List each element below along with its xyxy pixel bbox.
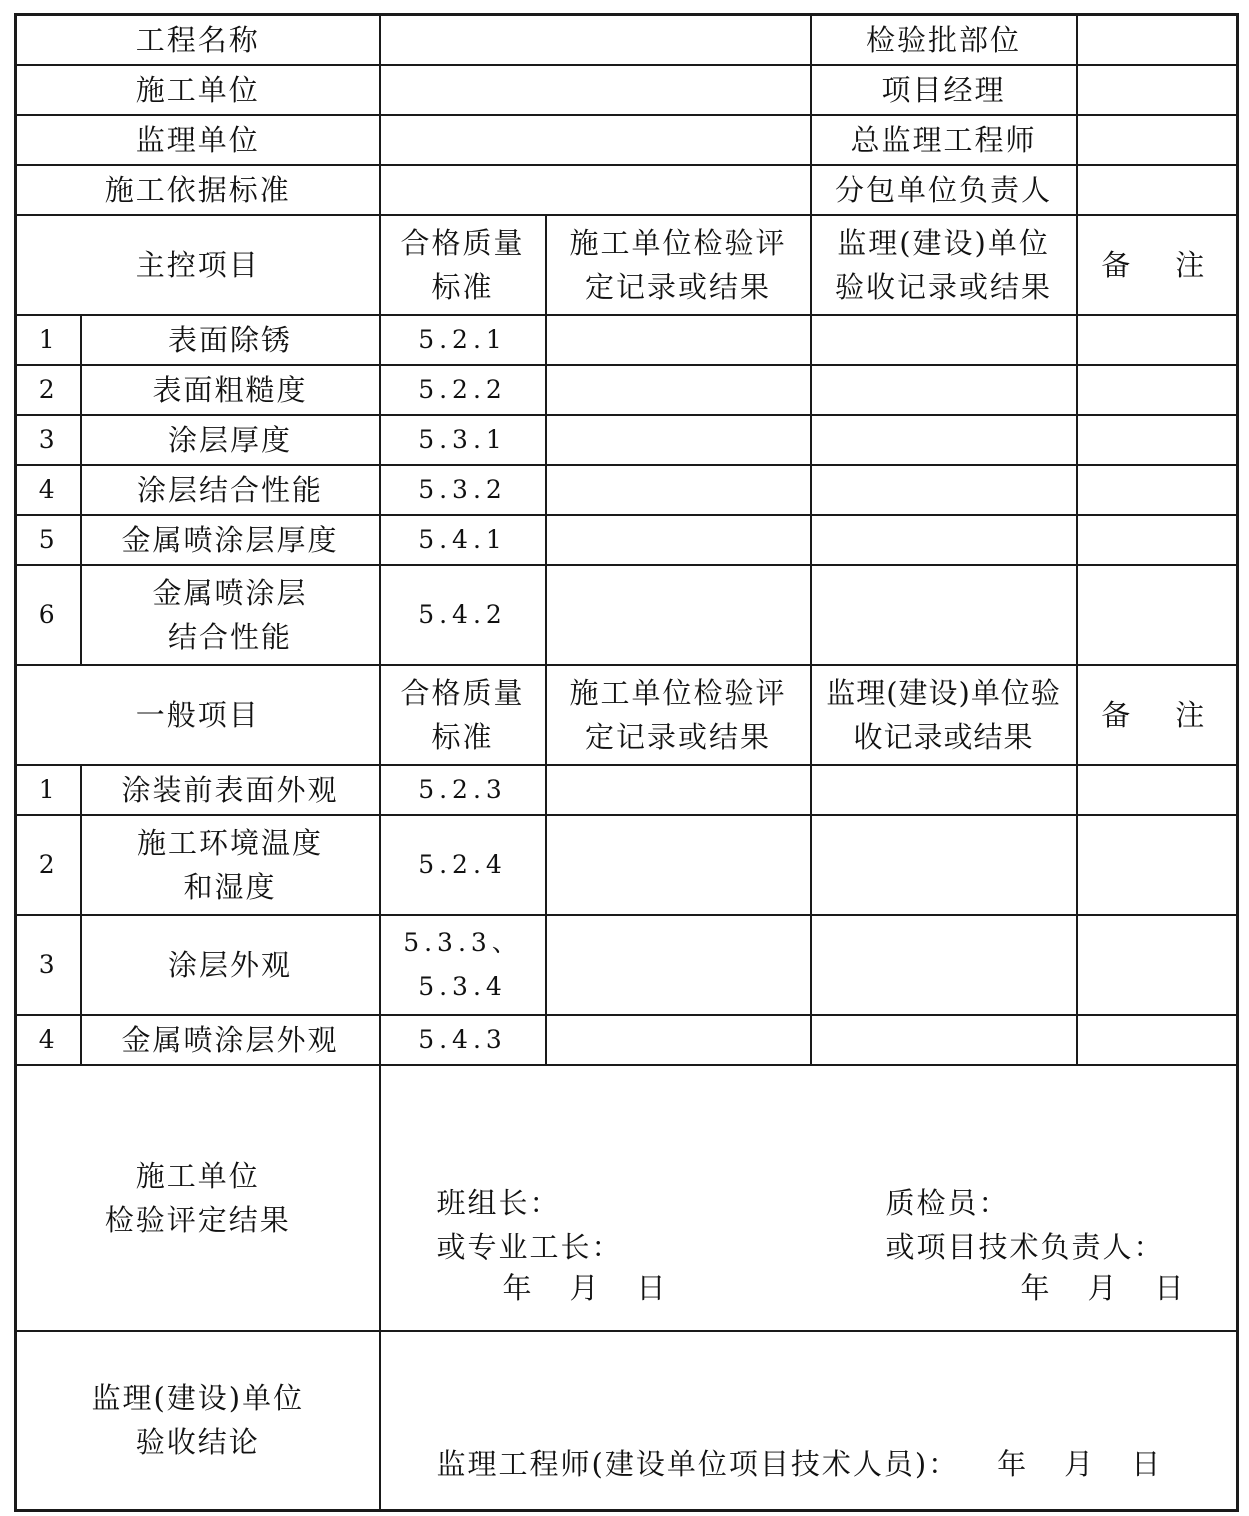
remarks-cell[interactable]	[1077, 365, 1238, 415]
standard-ref-line1: 5.3.3、	[403, 927, 522, 957]
day-label: 日	[1154, 1270, 1186, 1305]
row-number: 4	[16, 465, 81, 515]
day-label: 日	[636, 1270, 668, 1305]
main-col-construction-line1: 施工单位检验评	[569, 225, 787, 260]
item-name: 金属喷涂层外观	[81, 1015, 380, 1065]
supervision-result-cell[interactable]	[811, 465, 1077, 515]
item-name: 表面除锈	[81, 315, 380, 365]
construction-result-label	[16, 1065, 380, 1331]
general-col-supervision-line2: 收记录或结果	[853, 719, 1034, 754]
year-label: 年	[997, 1446, 1029, 1481]
supervision-unit-row	[16, 115, 1238, 165]
supervision-result-cell[interactable]	[811, 315, 1077, 365]
chief-supervisor-label: 总监理工程师	[811, 115, 1077, 165]
construction-result-label-line1: 施工单位	[135, 1158, 260, 1193]
construction-unit-row	[16, 65, 1238, 115]
remarks-cell[interactable]	[1077, 765, 1238, 815]
supervision-conclusion-row	[16, 1331, 1238, 1511]
right-date	[1021, 1266, 1222, 1310]
general-col-construction	[546, 665, 811, 765]
project-name-row	[16, 15, 1238, 65]
year-label: 年	[502, 1270, 534, 1305]
supervision-result-cell[interactable]	[811, 565, 1077, 665]
standard-row	[16, 165, 1238, 215]
standard-ref: 5.4.2	[380, 565, 546, 665]
table-row	[16, 365, 1238, 415]
item-name-line1: 金属喷涂层	[152, 575, 308, 610]
team-leader-label: 班组长：	[436, 1185, 561, 1220]
row-number: 5	[16, 515, 81, 565]
table-row	[16, 765, 1238, 815]
table-row	[16, 315, 1238, 365]
standard-ref	[380, 915, 546, 1015]
row-number: 3	[16, 415, 81, 465]
general-col-construction-line1: 施工单位检验评	[569, 675, 787, 710]
remarks-cell[interactable]	[1077, 565, 1238, 665]
item-name	[81, 815, 380, 915]
general-col-standard	[380, 665, 546, 765]
standard-label: 施工依据标准	[16, 165, 380, 215]
item-name: 金属喷涂层厚度	[81, 515, 380, 565]
supervision-result-cell[interactable]	[811, 915, 1077, 1015]
supervision-result-cell[interactable]	[811, 415, 1077, 465]
construction-result-cell[interactable]	[546, 465, 811, 515]
item-name: 涂层结合性能	[81, 465, 380, 515]
item-name: 涂层外观	[81, 915, 380, 1015]
item-name: 涂装前表面外观	[81, 765, 380, 815]
construction-result-cell[interactable]	[546, 1015, 811, 1065]
main-col-supervision-line1: 监理(建设)单位	[837, 225, 1050, 260]
main-col-remarks: 备 注	[1077, 215, 1238, 315]
standard-ref: 5.2.1	[380, 315, 546, 365]
remarks-cell[interactable]	[1077, 415, 1238, 465]
inspection-form-table	[14, 13, 1239, 1512]
general-col-remarks: 备 注	[1077, 665, 1238, 765]
month-label: 月	[569, 1270, 601, 1305]
construction-unit-field[interactable]	[380, 65, 811, 115]
supervision-conclusion-area[interactable]	[380, 1331, 1238, 1511]
standard-ref: 5.2.2	[380, 365, 546, 415]
general-col-standard-line1: 合格质量	[400, 675, 525, 710]
construction-result-cell[interactable]	[546, 415, 811, 465]
table-row	[16, 415, 1238, 465]
supervision-engineer-line	[437, 1442, 1199, 1486]
table-row	[16, 565, 1238, 665]
general-col-supervision-line1: 监理(建设)单位验	[826, 675, 1061, 710]
subcontractor-label: 分包单位负责人	[811, 165, 1077, 215]
construction-result-cell[interactable]	[546, 515, 811, 565]
standard-ref: 5.4.3	[380, 1015, 546, 1065]
supervision-unit-label: 监理单位	[16, 115, 380, 165]
table-row	[16, 515, 1238, 565]
construction-result-cell[interactable]	[546, 765, 811, 815]
tech-lead-label: 或项目技术负责人：	[885, 1229, 1165, 1264]
standard-ref: 5.2.3	[380, 765, 546, 815]
table-row	[16, 815, 1238, 915]
construction-result-row	[16, 1065, 1238, 1331]
general-col-supervision	[811, 665, 1077, 765]
row-number: 4	[16, 1015, 81, 1065]
main-col-standard-line1: 合格质量	[400, 225, 525, 260]
construction-result-cell[interactable]	[546, 915, 811, 1015]
standard-ref: 5.4.1	[380, 515, 546, 565]
row-number: 2	[16, 815, 81, 915]
row-number: 1	[16, 765, 81, 815]
main-col-supervision-line2: 验收记录或结果	[835, 269, 1053, 304]
item-name-line2: 和湿度	[183, 869, 277, 904]
item-name: 涂层厚度	[81, 415, 380, 465]
construction-result-cell[interactable]	[546, 365, 811, 415]
chief-supervisor-field[interactable]	[1077, 115, 1238, 165]
main-col-construction-line2: 定记录或结果	[585, 269, 772, 304]
construction-unit-label: 施工单位	[16, 65, 380, 115]
inspection-lot-field[interactable]	[1077, 15, 1238, 65]
project-name-field[interactable]	[380, 15, 811, 65]
supervision-result-cell[interactable]	[811, 1015, 1077, 1065]
remarks-cell[interactable]	[1077, 815, 1238, 915]
supervision-engineer-label: 监理工程师(建设单位项目技术人员)：	[436, 1446, 960, 1481]
year-label: 年	[1020, 1270, 1052, 1305]
project-manager-field[interactable]	[1077, 65, 1238, 115]
main-col-standard	[380, 215, 546, 315]
table-row	[16, 915, 1238, 1015]
item-name: 表面粗糙度	[81, 365, 380, 415]
supervision-result-cell[interactable]	[811, 515, 1077, 565]
main-control-title: 主控项目	[16, 215, 380, 315]
supervision-result-cell[interactable]	[811, 365, 1077, 415]
general-col-standard-line2: 标准	[431, 719, 494, 754]
project-manager-label: 项目经理	[811, 65, 1077, 115]
inspection-lot-label: 检验批部位	[811, 15, 1077, 65]
standard-ref: 5.3.1	[380, 415, 546, 465]
main-col-supervision	[811, 215, 1077, 315]
construction-result-label-line2: 检验评定结果	[104, 1202, 291, 1237]
item-name-line1: 施工环境温度	[137, 825, 324, 860]
construction-result-cell[interactable]	[546, 565, 811, 665]
construction-result-cell[interactable]	[546, 315, 811, 365]
remarks-cell[interactable]	[1077, 465, 1238, 515]
supervision-result-cell[interactable]	[811, 765, 1077, 815]
supervision-conclusion-label	[16, 1331, 380, 1511]
construction-result-signature-area[interactable]	[380, 1065, 1238, 1331]
remarks-cell[interactable]	[1077, 315, 1238, 365]
item-name-line2: 结合性能	[168, 619, 293, 654]
supervision-conclusion-label-line2: 验收结论	[135, 1425, 260, 1460]
standard-ref-line2: 5.3.4	[418, 971, 507, 1001]
supervision-unit-field[interactable]	[380, 115, 811, 165]
left-signatures	[437, 1181, 623, 1269]
left-date	[503, 1266, 704, 1310]
inspector-label: 质检员：	[885, 1185, 1010, 1220]
general-header-row	[16, 665, 1238, 765]
month-label: 月	[1087, 1270, 1119, 1305]
table-row	[16, 465, 1238, 515]
right-signatures	[886, 1181, 1165, 1269]
main-col-construction	[546, 215, 811, 315]
table-row	[16, 1015, 1238, 1065]
project-name-label: 工程名称	[16, 15, 380, 65]
remarks-cell[interactable]	[1077, 1015, 1238, 1065]
standard-ref: 5.2.4	[380, 815, 546, 915]
construction-result-cell[interactable]	[546, 815, 811, 915]
standard-field[interactable]	[380, 165, 811, 215]
main-control-header-row	[16, 215, 1238, 315]
supervision-conclusion-label-line1: 监理(建设)单位	[91, 1381, 305, 1416]
row-number: 2	[16, 365, 81, 415]
main-col-standard-line2: 标准	[431, 269, 494, 304]
remarks-cell[interactable]	[1077, 515, 1238, 565]
row-number: 1	[16, 315, 81, 365]
supervision-result-cell[interactable]	[811, 815, 1077, 915]
row-number: 3	[16, 915, 81, 1015]
standard-ref: 5.3.2	[380, 465, 546, 515]
day-label: 日	[1131, 1446, 1163, 1481]
remarks-cell[interactable]	[1077, 915, 1238, 1015]
item-name	[81, 565, 380, 665]
foreman-label: 或专业工长：	[436, 1229, 623, 1264]
subcontractor-field[interactable]	[1077, 165, 1238, 215]
row-number: 6	[16, 565, 81, 665]
general-col-construction-line2: 定记录或结果	[585, 719, 772, 754]
month-label: 月	[1064, 1446, 1096, 1481]
general-title: 一般项目	[16, 665, 380, 765]
